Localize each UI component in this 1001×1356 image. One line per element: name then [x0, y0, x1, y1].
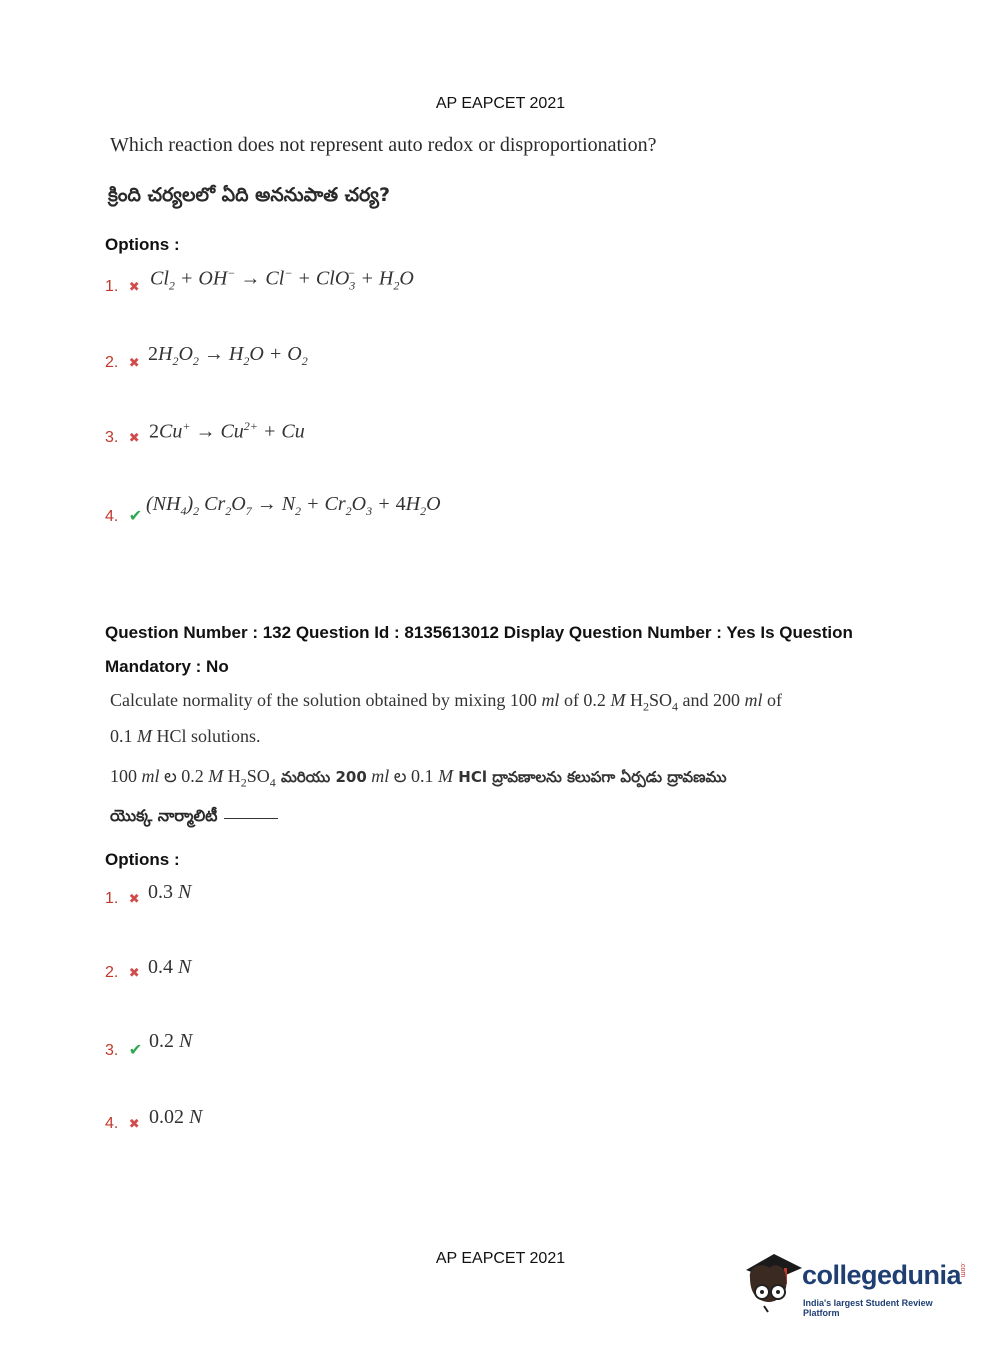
- option-number: 2.: [105, 354, 119, 371]
- option-1-value: 0.3 N: [148, 881, 192, 903]
- check-icon: ✔: [128, 1042, 143, 1059]
- question-text-english: Calculate normality of the solution obtained by mixing 100 ml of 0.2 M $H_2SO_4$ and 200 ml of 0.1 M HCl solutions.: [110, 690, 782, 746]
- cross-icon: ✖: [128, 965, 140, 980]
- options-label: Options :: [105, 235, 180, 254]
- brand-tagline: India's largest Student Review Platform: [803, 1298, 933, 1318]
- brand-suffix: .com: [959, 1262, 966, 1278]
- option-1: [105, 890, 140, 908]
- option-1-formula: $Cl_2 + OH^- \to Cl^- + ClO_3^- + H_2O$: [150, 266, 414, 293]
- brand-name: collegedunia: [802, 1260, 962, 1290]
- option-number: 4.: [105, 508, 119, 525]
- cross-icon: ✖: [128, 355, 140, 370]
- question-text-telugu-line-2: యొక్క నార్మాలిటీ: [110, 806, 278, 829]
- cross-icon: ✖: [128, 891, 140, 906]
- option-number: 4.: [105, 1115, 119, 1132]
- cross-icon: ✖: [128, 279, 140, 294]
- cross-icon: ✖: [128, 1116, 140, 1131]
- option-4-value: 0.02 N: [149, 1106, 203, 1128]
- option-number: 2.: [105, 964, 119, 981]
- mascot-icon: [740, 1248, 804, 1318]
- option-4: [105, 1115, 140, 1133]
- option-4-formula: $(NH_4)_2$ $Cr_2O_7 \to N_2 + Cr_2O_3 + 4H_2O$: [146, 493, 441, 518]
- option-number: 3.: [105, 429, 119, 446]
- option-2-formula: $2H_2O_2 \to H_2O + O_2$: [148, 343, 308, 368]
- option-number: 3.: [105, 1042, 119, 1059]
- option-3: [105, 429, 140, 447]
- cross-icon: ✖: [128, 430, 140, 445]
- check-icon: ✔: [128, 508, 143, 525]
- option-3: [105, 1040, 142, 1060]
- options-label: Options :: [105, 850, 180, 869]
- question-meta-line-1: Question Number : 132 Question Id : 8135613012 Display Question Number : Yes Is Question: [105, 623, 853, 642]
- option-1: [105, 278, 140, 296]
- option-number: 1.: [105, 890, 119, 907]
- page-header-title: AP EAPCET 2021: [435, 95, 566, 112]
- option-2-value: 0.4 N: [148, 956, 192, 978]
- page-footer-title: AP EAPCET 2021: [435, 1250, 566, 1267]
- question-text-english: Which reaction does not represent auto redox or disproportionation?: [110, 134, 657, 156]
- collegedunia-logo[interactable]: [740, 1248, 970, 1318]
- option-number: 1.: [105, 278, 119, 295]
- option-2: [105, 354, 140, 372]
- option-3-formula: $2Cu^+ \to Cu^{2+} + Cu$: [149, 419, 305, 443]
- question-meta-line-2: Mandatory : No: [105, 657, 229, 676]
- answer-blank: [224, 818, 278, 819]
- question-text-telugu: క్రింది చర్యలలో ఏది అననుపాత చర్య?: [108, 184, 391, 206]
- option-3-value: 0.2 N: [149, 1030, 193, 1052]
- option-4: [105, 506, 142, 526]
- option-2: [105, 964, 140, 982]
- question-text-telugu: 100 ml ల 0.2 M $H_2SO_4$ మరియు 200 ml ల 0.1 M HCl ద్రావణాలను కలుపగా ఏర్పడు ద్రావణము: [110, 766, 727, 790]
